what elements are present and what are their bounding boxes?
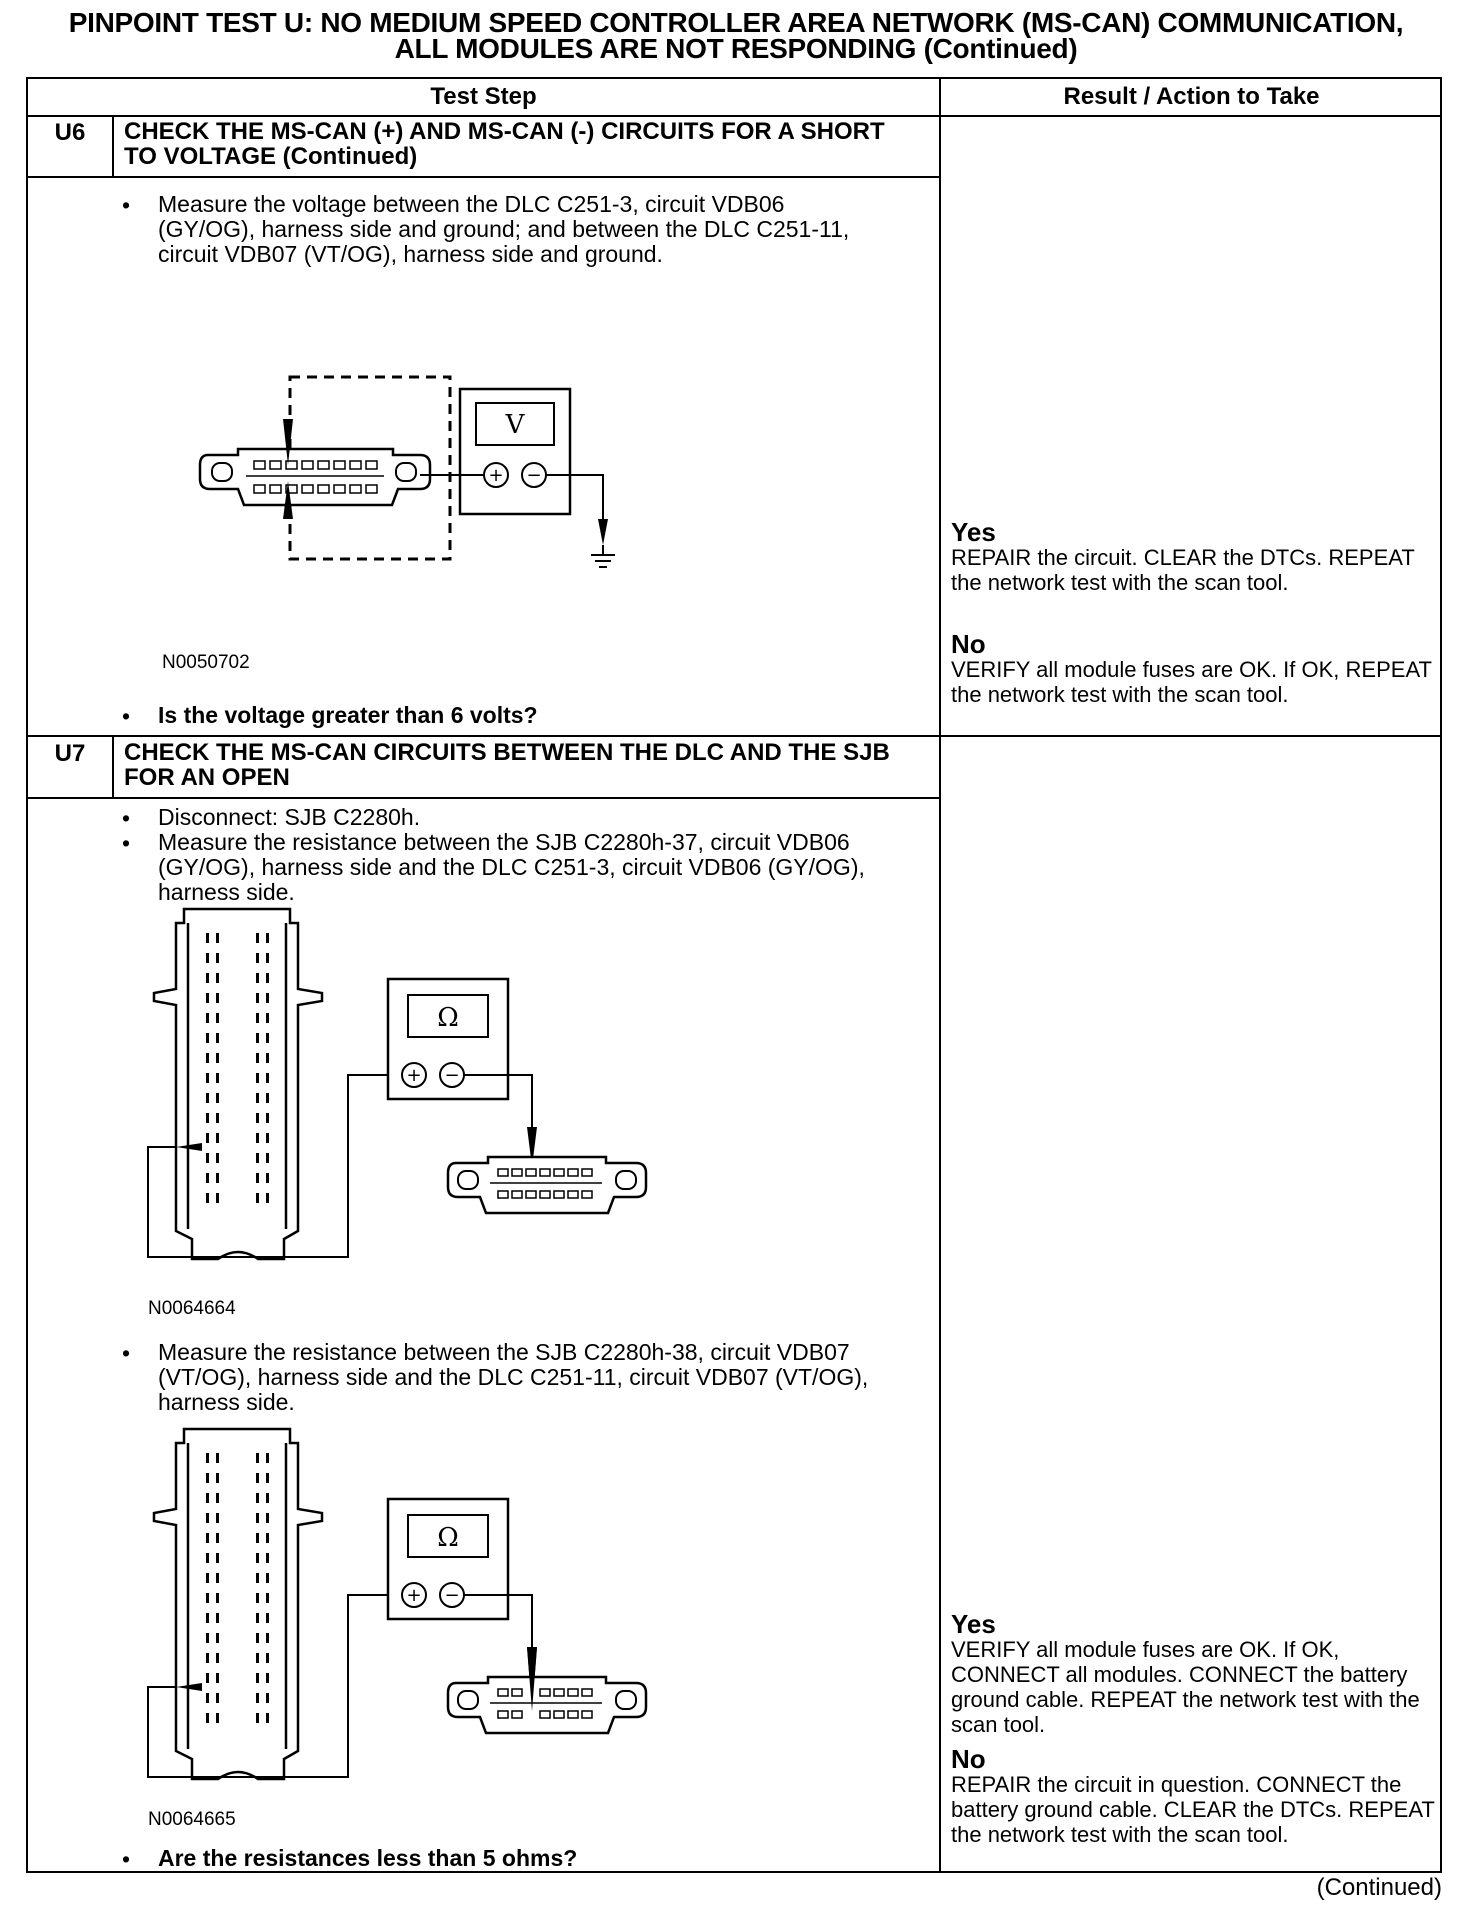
svg-text:−: − [526,465,542,486]
dlc-voltage-diagram [198,369,758,599]
step-title-u7: CHECK THE MS-CAN CIRCUITS BETWEEN THE DLC AND THE SJB FOR AN OPEN [124,739,890,791]
u6-yes-text: REPAIR the circuit. CLEAR the DTCs. REPEAT the network test with the scan tool. [951,545,1415,595]
u7-yes-label: Yes [951,1609,996,1639]
u6-instruction: Measure the voltage between the DLC C251-3, circuit VDB06 (GY/OG), harness side and ground; and between the DLC C251-11, circuit VDB07 (VT/OG), harness side and ground. [158,191,850,267]
pinpoint-test-table [26,77,1442,1873]
u7-instruction-3: Measure the resistance between the SJB C2280h-38, circuit VDB07 (VT/OG), harness side and the DLC C251-11, circuit VDB07 (VT/OG), harness side. [158,1339,869,1415]
svg-text:−: − [444,1065,460,1086]
voltmeter-symbol: V [505,410,525,440]
figure-id-n0064664: N0064664 [148,1298,236,1319]
u7-no-label: No [951,1744,986,1774]
svg-text:+: + [406,1585,422,1606]
svg-text:−: − [444,1585,460,1606]
sjb-dlc-resistance-diagram-1 [148,909,808,1269]
bullet-icon: • [122,703,131,729]
sjb-connector-icon [154,1429,322,1779]
step-title-u6: CHECK THE MS-CAN (+) AND MS-CAN (-) CIRCUITS FOR A SHORT TO VOLTAGE (Continued) [124,118,885,170]
bullet-icon: • [122,1340,131,1366]
ohmmeter-symbol: Ω [437,1003,459,1033]
header-test-step: Test Step [430,83,537,110]
dlc-connector-icon [200,449,430,505]
bullet-icon: • [122,805,131,831]
u7-instruction-2: Measure the resistance between the SJB C2280h-37, circuit VDB06 (GY/OG), harness side and the DLC C251-3, circuit VDB06 (GY/OG), harness side. [158,829,865,905]
sjb-dlc-resistance-diagram-2 [148,1429,808,1789]
page-title-line2: ALL MODULES ARE NOT RESPONDING (Continued) [394,33,1078,64]
step-number-u7: U7 [54,740,86,767]
ground-symbol-icon [591,545,615,567]
u7-question: Are the resistances less than 5 ohms? [158,1845,578,1871]
figure-id-n0050702: N0050702 [162,652,250,673]
u7-yes-text: VERIFY all module fuses are OK. If OK, CONNECT all modules. CONNECT the battery ground cable. REPEAT the network test with the scan tool. [951,1637,1420,1737]
page-title [0,7,1472,64]
svg-text:+: + [406,1065,422,1086]
dlc-connector-icon [448,1157,646,1213]
u7-instruction-1: Disconnect: SJB C2280h. [158,804,421,830]
ohmmeter-symbol: Ω [437,1523,459,1553]
header-result: Result / Action to Take [1063,83,1320,110]
u6-no-text: VERIFY all module fuses are OK. If OK, REPEAT the network test with the scan tool. [951,657,1432,707]
bullet-icon: • [122,830,131,856]
sjb-connector-icon [154,909,322,1259]
u6-yes-label: Yes [951,517,996,547]
u7-no-text: REPAIR the circuit in question. CONNECT the battery ground cable. CLEAR the DTCs. REPEAT the network test with the scan tool. [951,1772,1435,1847]
u6-question: Is the voltage greater than 6 volts? [158,702,538,728]
figure-id-n0064665: N0064665 [148,1809,236,1830]
continued-note: (Continued) [1316,1874,1442,1901]
page-title-line1: PINPOINT TEST U: NO MEDIUM SPEED CONTROLLER AREA NETWORK (MS-CAN) COMMUNICATION, [68,7,1404,38]
bullet-icon: • [122,1846,131,1872]
step-number-u6: U6 [54,119,86,146]
bullet-icon: • [122,192,131,218]
svg-text:+: + [488,465,504,486]
dlc-connector-icon [448,1677,646,1733]
u6-no-label: No [951,629,986,659]
